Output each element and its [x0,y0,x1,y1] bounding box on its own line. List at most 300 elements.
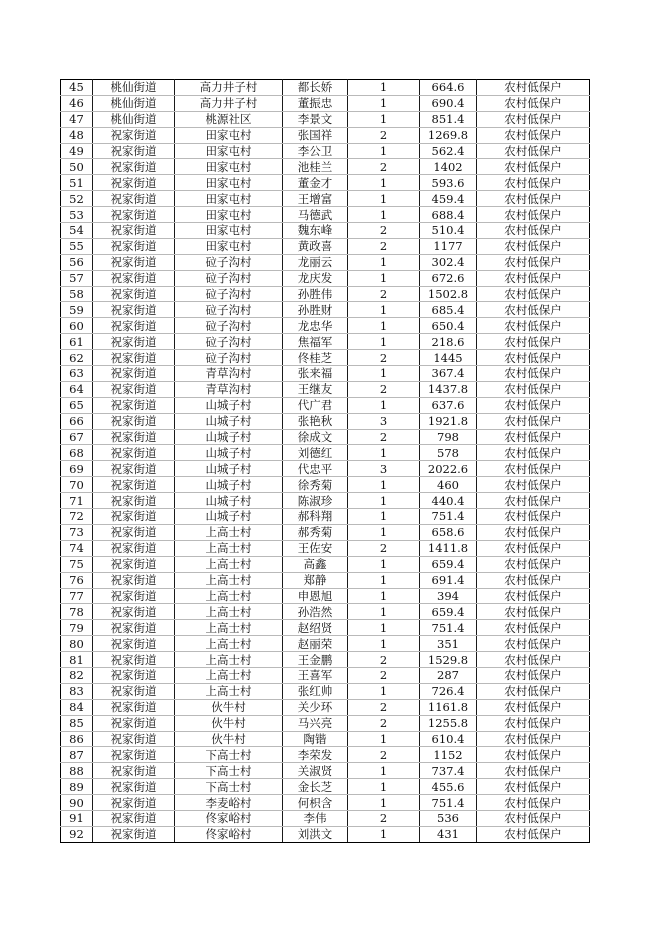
street-cell: 祝家街道 [93,620,175,636]
table-row [61,381,590,397]
amount-cell: 455.6 [420,779,477,795]
village-cell: 上高士村 [175,540,283,556]
village-cell: 伙牛村 [175,699,283,715]
table-row [61,636,590,652]
name-cell: 龙丽云 [283,254,348,270]
village-cell: 山城子村 [175,477,283,493]
household-size-cell: 1 [348,334,420,350]
category-cell: 农村低保户 [477,620,590,636]
village-cell: 上高士村 [175,604,283,620]
category-cell: 农村低保户 [477,302,590,318]
name-cell: 李公卫 [283,143,348,159]
category-cell: 农村低保户 [477,763,590,779]
village-cell: 上高士村 [175,620,283,636]
table-row [61,127,590,143]
category-cell: 农村低保户 [477,652,590,668]
street-cell: 祝家街道 [93,175,175,191]
name-cell: 王佐安 [283,540,348,556]
amount-cell: 637.6 [420,397,477,413]
table-row [61,413,590,429]
name-cell: 刘洪文 [283,826,348,842]
name-cell: 马德武 [283,207,348,223]
name-cell: 郝秀菊 [283,524,348,540]
category-cell: 农村低保户 [477,127,590,143]
row-number-cell: 64 [61,381,93,397]
street-cell: 祝家街道 [93,127,175,143]
amount-cell: 562.4 [420,143,477,159]
amount-cell: 650.4 [420,318,477,334]
row-number-cell: 78 [61,604,93,620]
amount-cell: 685.4 [420,302,477,318]
street-cell: 祝家街道 [93,350,175,366]
amount-cell: 751.4 [420,620,477,636]
amount-cell: 851.4 [420,111,477,127]
name-cell: 张来福 [283,366,348,382]
village-cell: 青草沟村 [175,381,283,397]
category-cell: 农村低保户 [477,191,590,207]
row-number-cell: 76 [61,572,93,588]
category-cell: 农村低保户 [477,254,590,270]
table-row [61,826,590,842]
street-cell: 祝家街道 [93,779,175,795]
village-cell: 砬子沟村 [175,302,283,318]
row-number-cell: 51 [61,175,93,191]
category-cell: 农村低保户 [477,334,590,350]
category-cell: 农村低保户 [477,588,590,604]
amount-cell: 659.4 [420,604,477,620]
amount-cell: 1177 [420,238,477,254]
amount-cell: 691.4 [420,572,477,588]
street-cell: 桃仙街道 [93,111,175,127]
row-number-cell: 60 [61,318,93,334]
street-cell: 祝家街道 [93,540,175,556]
household-size-cell: 2 [348,540,420,556]
category-cell: 农村低保户 [477,159,590,175]
village-cell: 下高士村 [175,747,283,763]
household-size-cell: 1 [348,604,420,620]
amount-cell: 1529.8 [420,652,477,668]
category-cell: 农村低保户 [477,731,590,747]
table-row [61,95,590,111]
village-cell: 高力井子村 [175,95,283,111]
row-number-cell: 82 [61,667,93,683]
street-cell: 祝家街道 [93,683,175,699]
name-cell: 关淑贤 [283,763,348,779]
village-cell: 下高士村 [175,779,283,795]
name-cell: 王喜军 [283,667,348,683]
household-size-cell: 1 [348,191,420,207]
name-cell: 孙胜伟 [283,286,348,302]
village-cell: 李麦峪村 [175,795,283,811]
household-size-cell: 2 [348,238,420,254]
amount-cell: 610.4 [420,731,477,747]
table-row [61,238,590,254]
category-cell: 农村低保户 [477,270,590,286]
amount-cell: 751.4 [420,795,477,811]
table-row [61,80,590,96]
household-size-cell: 1 [348,763,420,779]
village-cell: 山城子村 [175,413,283,429]
street-cell: 祝家街道 [93,636,175,652]
category-cell: 农村低保户 [477,747,590,763]
amount-cell: 672.6 [420,270,477,286]
name-cell: 董金才 [283,175,348,191]
village-cell: 田家屯村 [175,207,283,223]
village-cell: 上高士村 [175,652,283,668]
row-number-cell: 47 [61,111,93,127]
table-row [61,509,590,525]
village-cell: 上高士村 [175,636,283,652]
village-cell: 田家屯村 [175,191,283,207]
table-row [61,254,590,270]
table-row [61,350,590,366]
name-cell: 佟桂芝 [283,350,348,366]
table-row [61,731,590,747]
amount-cell: 658.6 [420,524,477,540]
amount-cell: 351 [420,636,477,652]
amount-cell: 1269.8 [420,127,477,143]
village-cell: 田家屯村 [175,175,283,191]
village-cell: 佟家峪村 [175,810,283,826]
household-size-cell: 1 [348,572,420,588]
amount-cell: 1921.8 [420,413,477,429]
household-size-cell: 1 [348,524,420,540]
row-number-cell: 80 [61,636,93,652]
household-size-cell: 1 [348,795,420,811]
household-size-cell: 1 [348,588,420,604]
village-cell: 青草沟村 [175,366,283,382]
table-row [61,779,590,795]
household-size-cell: 1 [348,318,420,334]
name-cell: 代广君 [283,397,348,413]
row-number-cell: 92 [61,826,93,842]
street-cell: 祝家街道 [93,572,175,588]
village-cell: 山城子村 [175,445,283,461]
category-cell: 农村低保户 [477,477,590,493]
name-cell: 龙庆发 [283,270,348,286]
household-size-cell: 1 [348,509,420,525]
street-cell: 祝家街道 [93,715,175,731]
amount-cell: 690.4 [420,95,477,111]
name-cell: 李景文 [283,111,348,127]
household-size-cell: 2 [348,667,420,683]
category-cell: 农村低保户 [477,509,590,525]
household-size-cell: 2 [348,381,420,397]
village-cell: 桃源社区 [175,111,283,127]
row-number-cell: 65 [61,397,93,413]
household-size-cell: 1 [348,143,420,159]
household-size-cell: 1 [348,477,420,493]
row-number-cell: 69 [61,461,93,477]
table-row [61,207,590,223]
table-body [61,80,590,843]
name-cell: 郝科翔 [283,509,348,525]
table-row [61,524,590,540]
row-number-cell: 46 [61,95,93,111]
village-cell: 下高士村 [175,763,283,779]
name-cell: 孙浩然 [283,604,348,620]
amount-cell: 2022.6 [420,461,477,477]
street-cell: 祝家街道 [93,223,175,239]
household-size-cell: 3 [348,413,420,429]
name-cell: 徐秀菊 [283,477,348,493]
table-row [61,111,590,127]
amount-cell: 510.4 [420,223,477,239]
category-cell: 农村低保户 [477,413,590,429]
amount-cell: 440.4 [420,493,477,509]
household-size-cell: 2 [348,715,420,731]
amount-cell: 287 [420,667,477,683]
table-row [61,445,590,461]
name-cell: 王继友 [283,381,348,397]
category-cell: 农村低保户 [477,350,590,366]
table-row [61,302,590,318]
village-cell: 上高士村 [175,683,283,699]
table-row [61,795,590,811]
category-cell: 农村低保户 [477,111,590,127]
category-cell: 农村低保户 [477,397,590,413]
table-row [61,366,590,382]
table-row [61,334,590,350]
category-cell: 农村低保户 [477,80,590,96]
row-number-cell: 54 [61,223,93,239]
street-cell: 祝家街道 [93,302,175,318]
village-cell: 砬子沟村 [175,286,283,302]
name-cell: 赵绍贤 [283,620,348,636]
household-size-cell: 1 [348,731,420,747]
village-cell: 上高士村 [175,524,283,540]
row-number-cell: 66 [61,413,93,429]
village-cell: 田家屯村 [175,238,283,254]
row-number-cell: 71 [61,493,93,509]
village-cell: 高力井子村 [175,80,283,96]
amount-cell: 593.6 [420,175,477,191]
village-cell: 佟家峪村 [175,826,283,842]
category-cell: 农村低保户 [477,493,590,509]
table-row [61,588,590,604]
household-size-cell: 1 [348,95,420,111]
table-row [61,652,590,668]
street-cell: 祝家街道 [93,795,175,811]
name-cell: 代忠平 [283,461,348,477]
street-cell: 祝家街道 [93,381,175,397]
name-cell: 赵丽荣 [283,636,348,652]
row-number-cell: 49 [61,143,93,159]
category-cell: 农村低保户 [477,175,590,191]
category-cell: 农村低保户 [477,572,590,588]
row-number-cell: 55 [61,238,93,254]
row-number-cell: 74 [61,540,93,556]
table-row [61,572,590,588]
name-cell: 董振忠 [283,95,348,111]
table-row [61,683,590,699]
street-cell: 祝家街道 [93,270,175,286]
name-cell: 张艳秋 [283,413,348,429]
row-number-cell: 58 [61,286,93,302]
household-size-cell: 1 [348,445,420,461]
street-cell: 祝家街道 [93,461,175,477]
table-row [61,318,590,334]
name-cell: 焦福军 [283,334,348,350]
household-size-cell: 1 [348,302,420,318]
category-cell: 农村低保户 [477,556,590,572]
row-number-cell: 61 [61,334,93,350]
street-cell: 祝家街道 [93,667,175,683]
street-cell: 祝家街道 [93,588,175,604]
amount-cell: 302.4 [420,254,477,270]
category-cell: 农村低保户 [477,540,590,556]
row-number-cell: 68 [61,445,93,461]
household-size-cell: 2 [348,810,420,826]
amount-cell: 798 [420,429,477,445]
category-cell: 农村低保户 [477,286,590,302]
table-row [61,286,590,302]
table-row [61,461,590,477]
amount-cell: 218.6 [420,334,477,350]
table-row [61,159,590,175]
amount-cell: 431 [420,826,477,842]
table-row [61,493,590,509]
table-row [61,540,590,556]
household-size-cell: 2 [348,429,420,445]
household-size-cell: 1 [348,779,420,795]
amount-cell: 578 [420,445,477,461]
category-cell: 农村低保户 [477,779,590,795]
name-cell: 何枳含 [283,795,348,811]
household-size-cell: 1 [348,175,420,191]
village-cell: 田家屯村 [175,143,283,159]
village-cell: 砬子沟村 [175,350,283,366]
row-number-cell: 79 [61,620,93,636]
village-cell: 田家屯村 [175,223,283,239]
street-cell: 祝家街道 [93,366,175,382]
category-cell: 农村低保户 [477,238,590,254]
amount-cell: 737.4 [420,763,477,779]
village-cell: 田家屯村 [175,159,283,175]
category-cell: 农村低保户 [477,810,590,826]
household-size-cell: 1 [348,254,420,270]
street-cell: 祝家街道 [93,509,175,525]
household-size-cell: 1 [348,397,420,413]
street-cell: 祝家街道 [93,143,175,159]
household-size-cell: 1 [348,683,420,699]
table-row [61,620,590,636]
amount-cell: 1411.8 [420,540,477,556]
street-cell: 祝家街道 [93,763,175,779]
amount-cell: 1255.8 [420,715,477,731]
row-number-cell: 63 [61,366,93,382]
table-row [61,556,590,572]
row-number-cell: 87 [61,747,93,763]
street-cell: 祝家街道 [93,604,175,620]
household-size-cell: 1 [348,636,420,652]
name-cell: 申恩旭 [283,588,348,604]
amount-cell: 1445 [420,350,477,366]
row-number-cell: 57 [61,270,93,286]
row-number-cell: 91 [61,810,93,826]
street-cell: 祝家街道 [93,191,175,207]
row-number-cell: 53 [61,207,93,223]
street-cell: 祝家街道 [93,397,175,413]
village-cell: 山城子村 [175,397,283,413]
household-size-cell: 1 [348,620,420,636]
amount-cell: 1152 [420,747,477,763]
table-row [61,175,590,191]
village-cell: 砬子沟村 [175,318,283,334]
household-size-cell: 3 [348,461,420,477]
category-cell: 农村低保户 [477,381,590,397]
name-cell: 黄政喜 [283,238,348,254]
amount-cell: 1502.8 [420,286,477,302]
village-cell: 伙牛村 [175,731,283,747]
row-number-cell: 67 [61,429,93,445]
village-cell: 上高士村 [175,572,283,588]
household-size-cell: 1 [348,493,420,509]
name-cell: 王增富 [283,191,348,207]
row-number-cell: 62 [61,350,93,366]
category-cell: 农村低保户 [477,223,590,239]
category-cell: 农村低保户 [477,636,590,652]
village-cell: 田家屯村 [175,127,283,143]
row-number-cell: 81 [61,652,93,668]
street-cell: 祝家街道 [93,652,175,668]
household-size-cell: 1 [348,556,420,572]
category-cell: 农村低保户 [477,524,590,540]
name-cell: 都长娇 [283,80,348,96]
amount-cell: 460 [420,477,477,493]
street-cell: 祝家街道 [93,699,175,715]
name-cell: 陈淑珍 [283,493,348,509]
category-cell: 农村低保户 [477,366,590,382]
row-number-cell: 70 [61,477,93,493]
household-size-cell: 2 [348,286,420,302]
street-cell: 祝家街道 [93,731,175,747]
category-cell: 农村低保户 [477,318,590,334]
street-cell: 祝家街道 [93,524,175,540]
row-number-cell: 85 [61,715,93,731]
household-size-cell: 2 [348,350,420,366]
table-row [61,747,590,763]
amount-cell: 1161.8 [420,699,477,715]
name-cell: 李荣发 [283,747,348,763]
category-cell: 农村低保户 [477,143,590,159]
table-row [61,699,590,715]
amount-cell: 726.4 [420,683,477,699]
amount-cell: 659.4 [420,556,477,572]
category-cell: 农村低保户 [477,826,590,842]
street-cell: 祝家街道 [93,826,175,842]
village-cell: 山城子村 [175,429,283,445]
category-cell: 农村低保户 [477,683,590,699]
amount-cell: 688.4 [420,207,477,223]
category-cell: 农村低保户 [477,95,590,111]
name-cell: 魏东峰 [283,223,348,239]
village-cell: 山城子村 [175,461,283,477]
table-row [61,270,590,286]
household-size-cell: 1 [348,366,420,382]
row-number-cell: 48 [61,127,93,143]
amount-cell: 367.4 [420,366,477,382]
row-number-cell: 88 [61,763,93,779]
street-cell: 祝家街道 [93,747,175,763]
row-number-cell: 59 [61,302,93,318]
street-cell: 桃仙街道 [93,95,175,111]
row-number-cell: 77 [61,588,93,604]
row-number-cell: 45 [61,80,93,96]
category-cell: 农村低保户 [477,667,590,683]
street-cell: 祝家街道 [93,445,175,461]
street-cell: 祝家街道 [93,810,175,826]
